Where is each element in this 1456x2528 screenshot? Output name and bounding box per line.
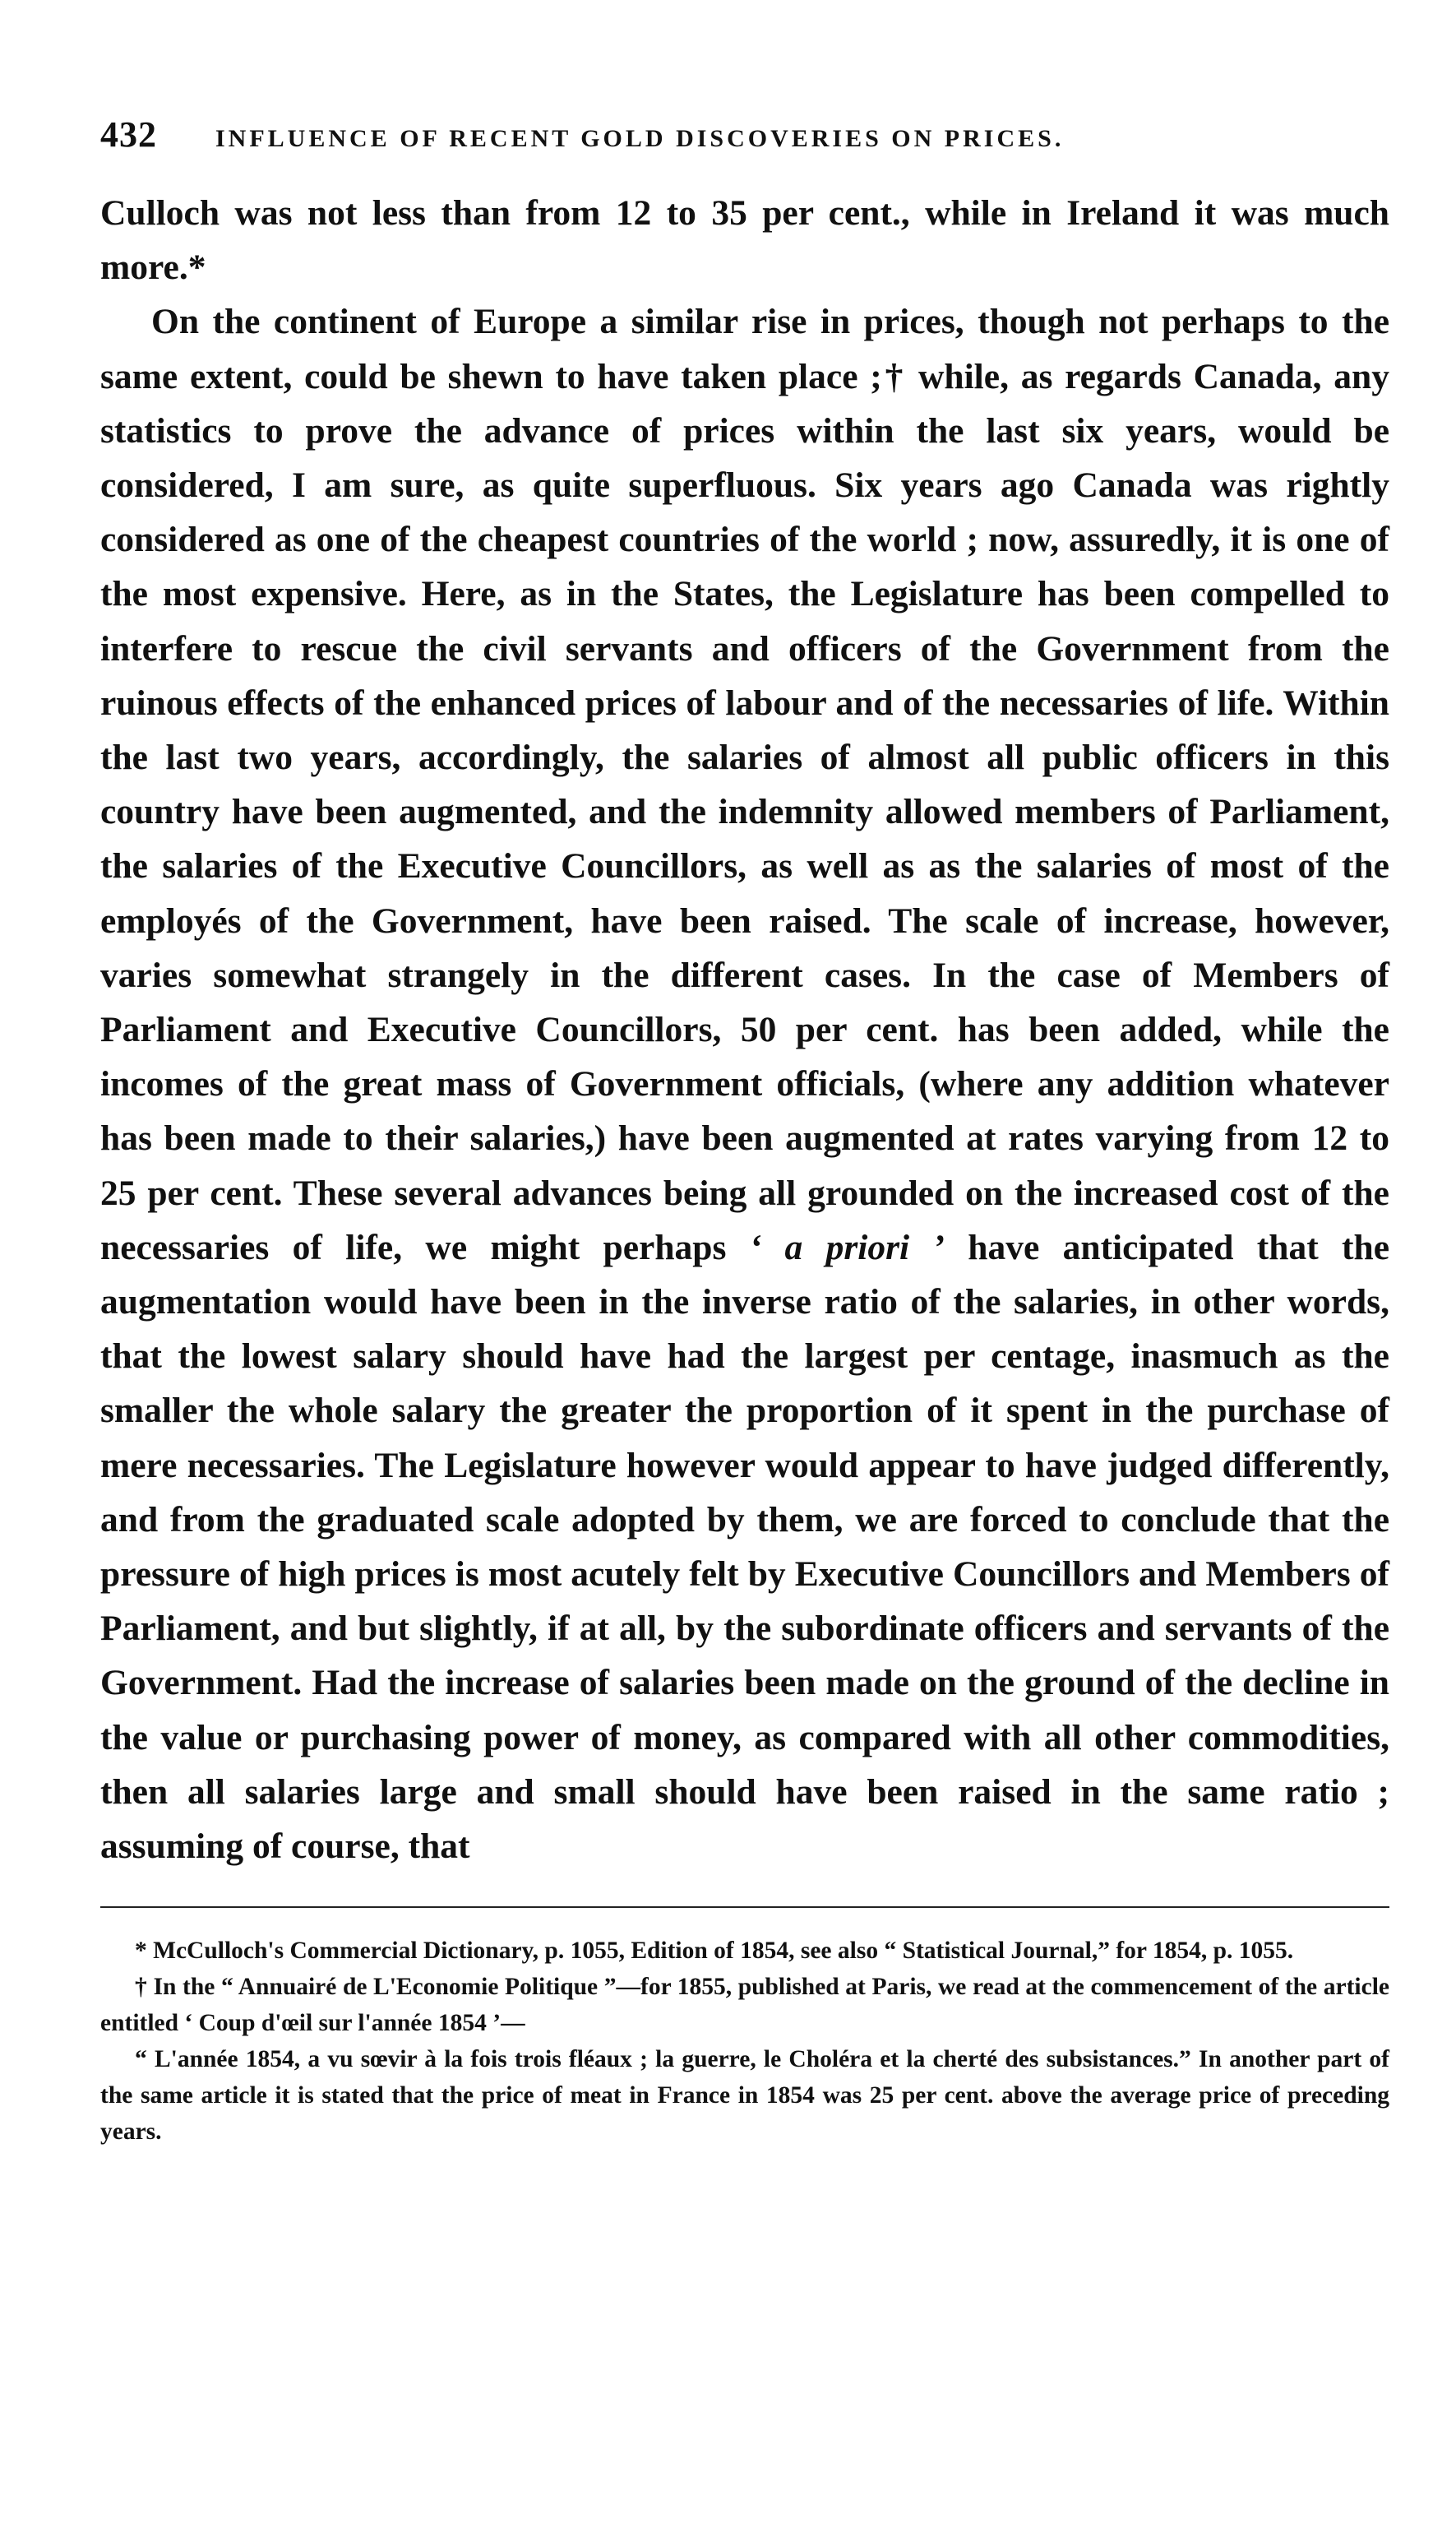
running-header: [100, 113, 1389, 166]
paragraph-text: have anticipated that the augmentation would have been in the inverse ratio of the salaries, in other words, that the lowest salary should have had the largest per centage, inasmuch as the smaller the whole salary the greater the proportion of it spent in the purchase of mere necessaries. The Legislature however would appear to have judged differently, and from the graduated scale adopted by them, we are forced to conclude that the pressure of high prices is most acutely felt by Executive Councillors and Members of Parliament, and but slightly, if at all, by the subordinate officers and servants of the Government. Had the increase of salaries been made on the ground of the decline in the value or purchasing power of money, as compared with all other commodities, then all salaries large and small should have been raised in the same ratio ; assuming of course, that: [100, 1227, 1390, 1867]
footnote-2: † In the “ Annuairé de L'Economie Politique ”—for 1855, published at Paris, we read at the commencement of the article entitled ‘ Coup d'œil sur l'année 1854 ’—: [100, 1974, 1389, 2037]
paragraph-text: On the continent of Europe a similar rise in prices, though not perhaps to the same extent, could be shewn to have taken place ;† while, as regards Canada, any statistics to prove the advance of prices within the last six years, would be considered, I am sure, as quite superfluous. Six years ago Canada was rightly considered as one of the cheapest countries of the world ; now, assuredly, it is one of the most expensive. Here, as in the States, the Legislature has been compelled to interfere to rescue the civil servants and officers of the Government from the ruinous effects of the enhanced prices of labour and of the necessaries of life. Within the last two years, accordingly, the salaries of almost all public officers in this country have been augmented, and the indemnity allowed members of Parliament, the salaries of the Executive Councillors, as well as as the salaries of most of the employés of the Government, have been raised. The scale of increase, however, varies somewhat strangely in the different cases. In the case of Members of Parliament and Executive Councillors, 50 per cent. has been added, while the incomes of the great mass of Government officials, (where any addition whatever has been made to their salaries,) have been augmented at rates varying from 12 to 25 per cent. These several advances being all grounded on the increased cost of the necessaries of life, we might perhaps: [100, 302, 1389, 1267]
footnote-1: * McCulloch's Commercial Dictionary, p. 1055, Edition of 1854, see also “ Statistical Journal,” for 1854, p. 1055.: [135, 1938, 1294, 1965]
paragraph-continuation: Culloch was not less than from 12 to 35 per cent., while in Ireland it was much more.*: [100, 193, 1389, 288]
paragraph-continent-and-canada: [100, 294, 1389, 1873]
italic-phrase: ‘ a priori ’: [749, 1227, 945, 1267]
footnotes: [100, 1933, 1389, 2150]
running-title: INFLUENCE OF RECENT GOLD DISCOVERIES ON PRICES.: [215, 125, 1065, 152]
footnote-divider: [100, 1906, 1389, 1908]
main-text: [100, 186, 1389, 1873]
page-number: 432: [100, 114, 157, 155]
book-page: [100, 113, 1389, 2150]
footnote-2-quotation: “ L'année 1854, a vu sœvir à la fois trois fléaux ; la guerre, le Choléra et la cherté des subsistances.” In another part of the same article it is stated that the price of meat in France in 1854 was 25 per cent. above the average price of preceding years.: [100, 2046, 1389, 2146]
